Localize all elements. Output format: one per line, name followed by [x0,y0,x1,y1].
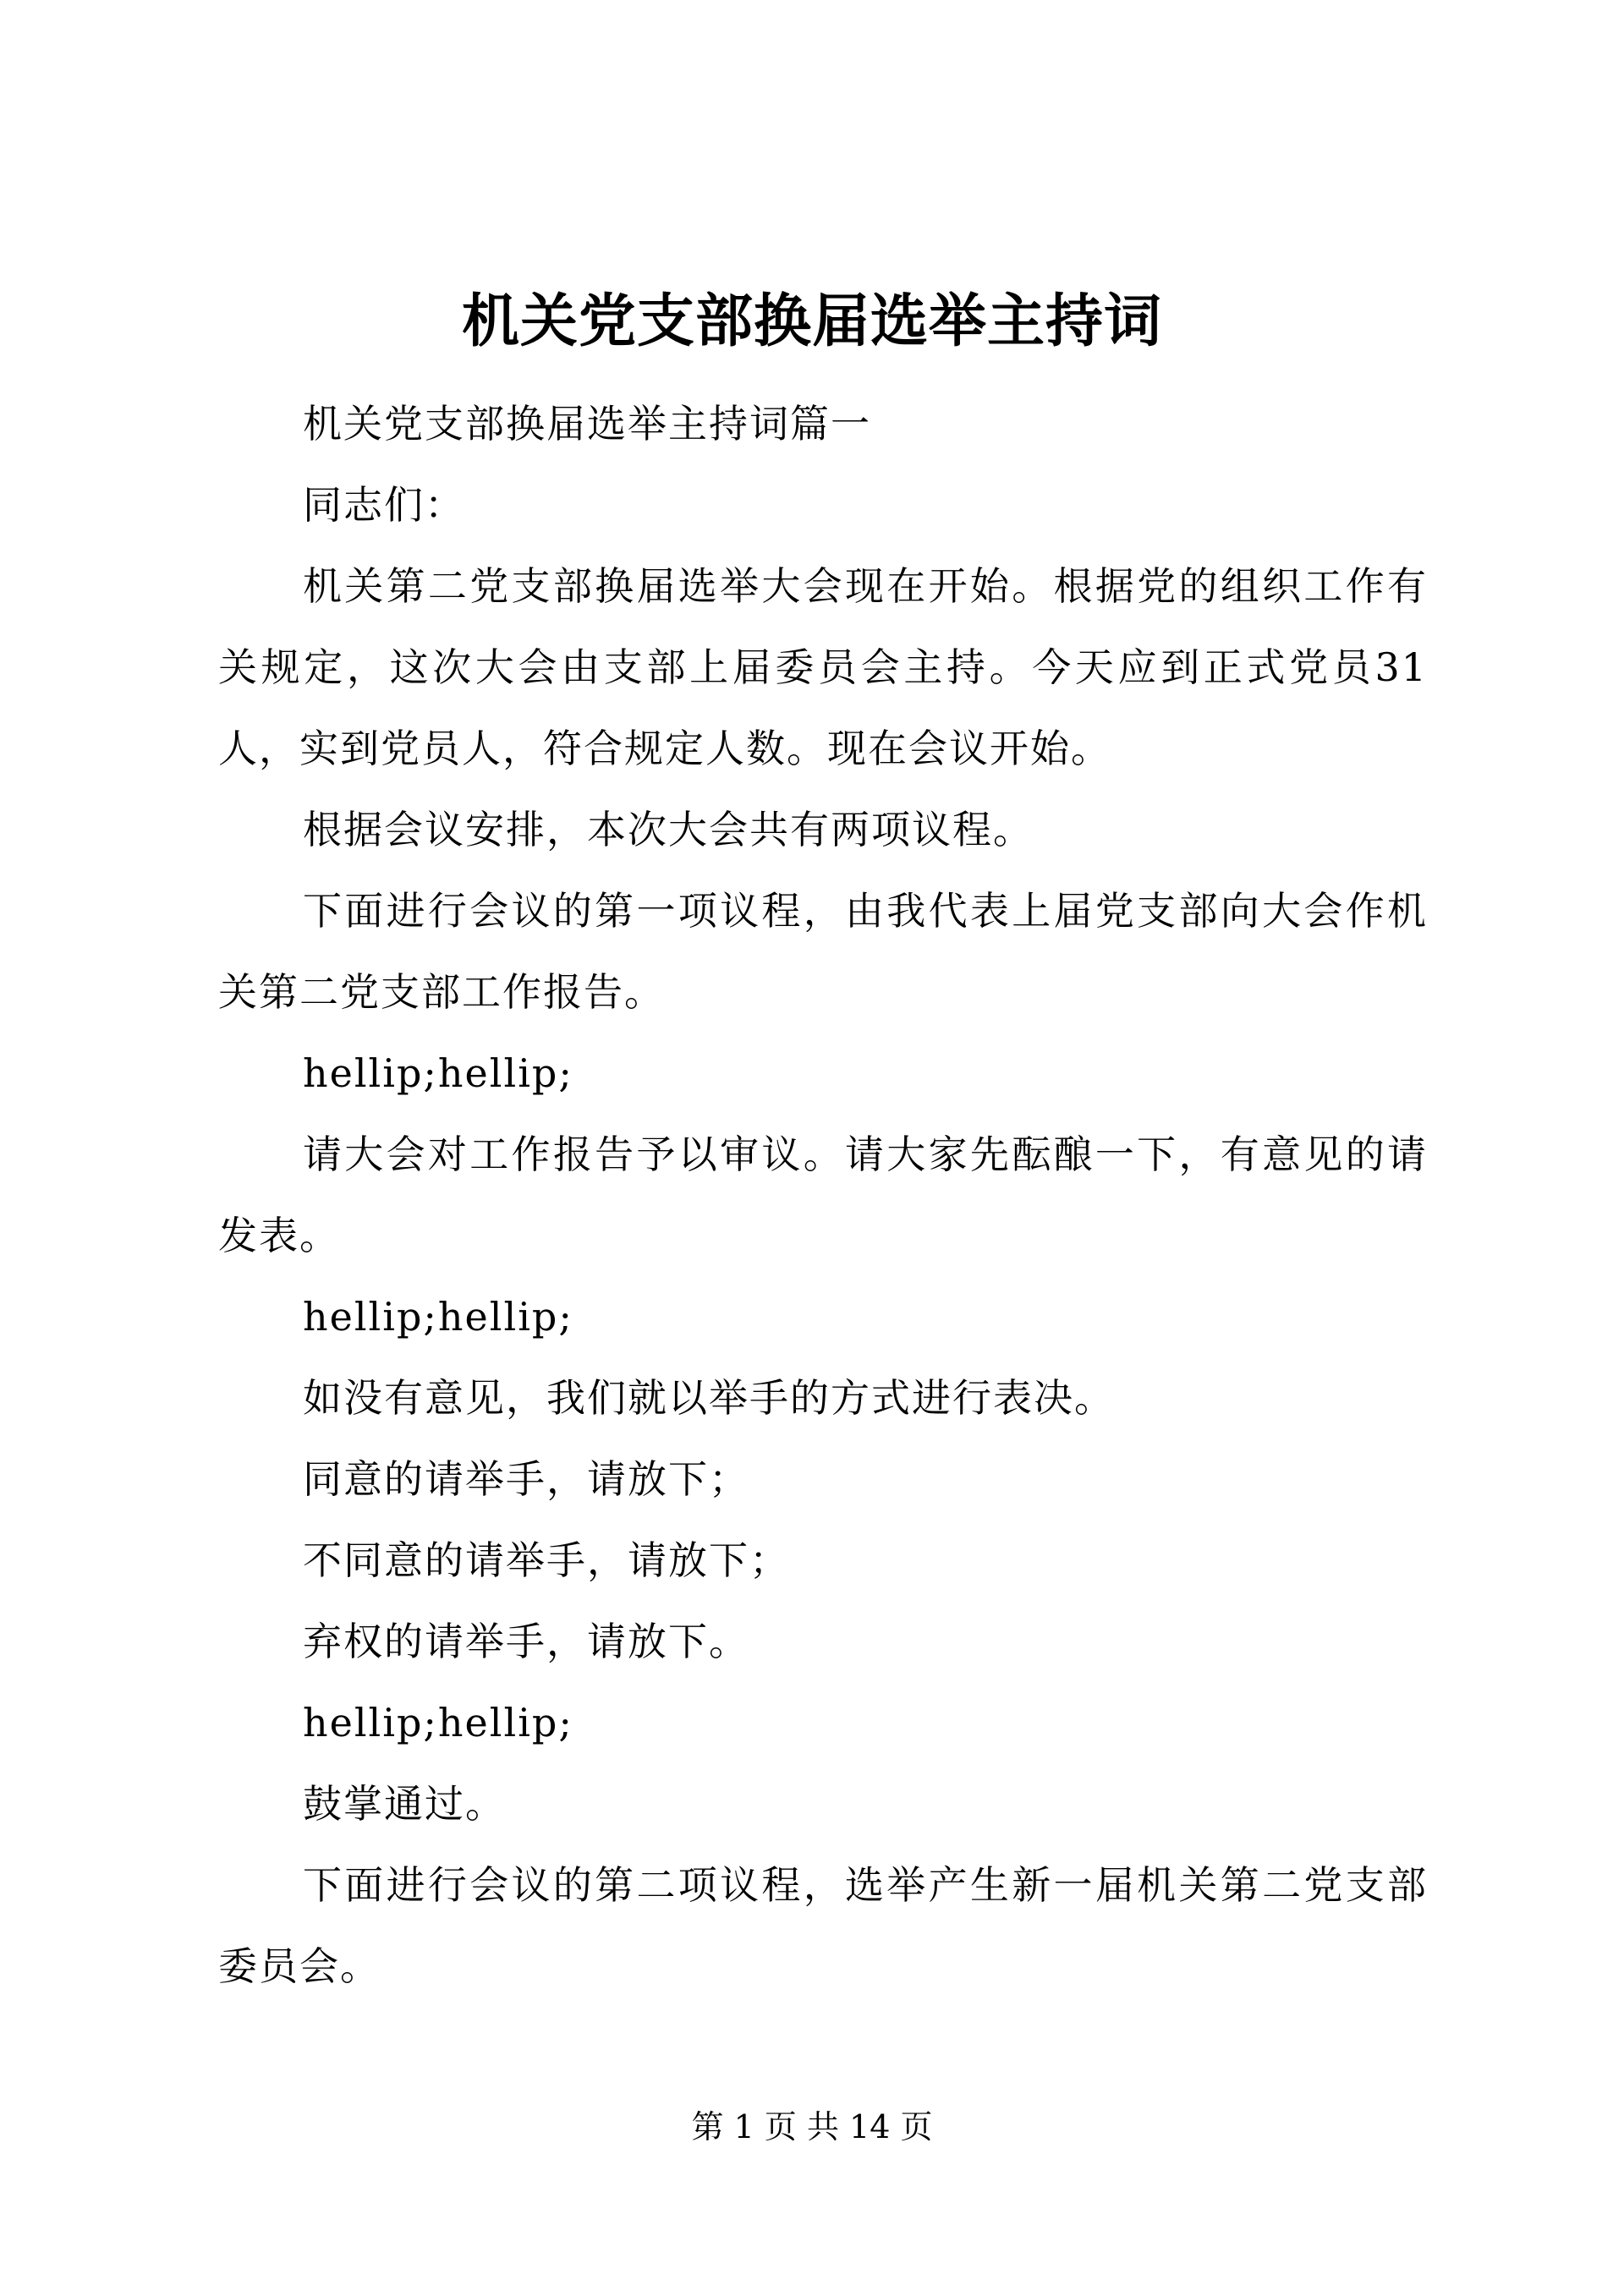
paragraph: 弃权的请举手，请放下。 [303,1619,749,1664]
paragraph: 机关第二党支部换届选举大会现在开始。根据党的组织工作有关规定，这次大会由支部上届委员会主持。今天应到正式党员31人，实到党员人，符合规定人数。现在会议开始。 [218,563,1428,771]
paragraph: 下面进行会议的第一项议程，由我代表上届党支部向大会作机关第二党支部工作报告。 [218,888,1428,1015]
paragraph: 不同意的请举手，请放下； [303,1537,790,1583]
paragraph: 请大会对工作报告予以审议。请大家先酝酿一下，有意见的请发表。 [218,1132,1428,1258]
section-heading: 机关党支部换届选举主持词篇一 [303,401,871,447]
document-title: 机关党支部换届选举主持词 [461,288,1162,355]
paragraph: 同意的请举手，请放下； [303,1456,749,1502]
ellipsis-line: hellip;hellip; [303,1294,573,1340]
ellipsis-line: hellip;hellip; [303,1050,573,1096]
ellipsis-line: hellip;hellip; [303,1700,573,1745]
paragraph: 下面进行会议的第二项议程，选举产生新一届机关第二党支部委员会。 [218,1862,1428,1989]
page-number-footer: 第 1 页 共 14 页 [691,2108,933,2145]
salutation: 同志们： [303,482,465,528]
paragraph: 如没有意见，我们就以举手的方式进行表决。 [303,1375,1115,1421]
document-body [218,383,1428,2007]
paragraph: 根据会议安排，本次大会共有两项议程。 [303,807,1034,852]
paragraph: 鼓掌通过。 [303,1781,506,1827]
